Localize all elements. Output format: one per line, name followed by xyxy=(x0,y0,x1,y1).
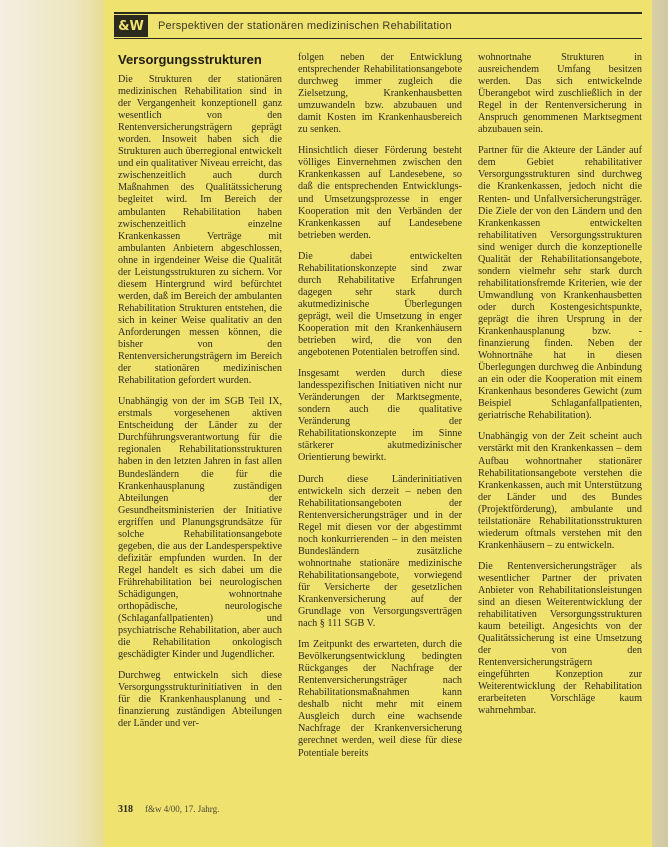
scan-margin-right xyxy=(652,0,668,847)
paragraph: Die dabei entwickelten Rehabilitationskonzepte sind zwar durch Rehabilitative Erfahrungen dagegen sehr stark durch akutmedizinische Überlegungen geprägt, weil die Umsetzung in enger Kooperation mit den Krankenhäusern betrieben wird, die von den angebotenen Potentialen betroffen sind. xyxy=(298,250,462,359)
section-heading: Versorgungsstrukturen xyxy=(118,52,262,67)
paragraph: Hinsichtlich dieser Förderung besteht völliges Einvernehmen zwischen den Krankenkassen auf Landesebene, so daß die entsprechenden Entwicklungs- und Umsetzungsprozesse in enger Kooperation mit den Verbänden der Krankenkassen auf Landesebene betrieben werden. xyxy=(298,145,462,241)
paragraph: Partner für die Akteure der Länder auf dem Gebiet rehabilitativer Versorgungsstrukturen sind durchweg die Krankenkassen, jedoch nicht die Renten- und Unfallversicherungsträger. Die Ziele der von den Ländern und den Krankenkassen entwickelten rehabilitativen Versorgungsstrukturen sind weniger durch die konzeptionelle Qualität der Rehabilitationsangebote, sondern vielmehr sehr stark durch rehabilitationsfremde Kriterien, wie der Umwandlung von Krankenhausbetten oder durch Kostengesichtspunkte, geprägt die ihren Ursprung in der Krankenhausplanung bzw. -finanzierung finden. Neben der Wohnortnähe hat in diesen Überlegungen durchweg die Anbindung an ein oder die Kooperation mit einem Krankenhaus besonderes Gewicht (zum Beispiel Schlaganfallpatienten, geriatrische Rehabilitation). xyxy=(478,145,642,422)
paragraph: Die Strukturen der stationären medizinischen Rehabilitation sind in der Vergangenheit konzeptionell ganz wesentlich von den Rentenversicherungsträgern geprägt worden. Insoweit haben sich die Strukturen auch überregional entwickelt und ein qualitativer Niveau erreicht, das zwischenzeitlich auch durch Maßnahmen des Qualitätssicherung begleitet wird. Im Bereich der ambulanten Rehabilitation haben zwischenzeitlich einzelne Krankenkassen Verträge mit ambulanten Anbietern abgeschlossen, ohne in irgendeiner Weise die Qualität der Leistungsstrukturen zu sichern. Vor diesem Hintergrund wird befürchtet werden, daß im Bereich der ambulanten Rehabilitation Strukturen entstehen, die sich in keiner Weise qualitativ an den Anforderungen messen können, die bisher von den Rentenversicherungsträgern im Bereich der stationären medizinischen Rehabilitation gefordert wurden. xyxy=(118,74,282,387)
paragraph: Unabhängig von der Zeit scheint auch verstärkt mit den Krankenkassen – dem Aufbau wohnortnaher stationärer Rehabilitationsangebote verstehen die Krankenkassen, auch mit Unterstützung der Länder und des Bundes (Projektförderung), ambulante und teilstationäre Rehabilitationsstrukturen wiederum oftmals verstehen mit den Krankenhäusern – zu entwickeln. xyxy=(478,431,642,551)
journal-logo: &W xyxy=(114,15,148,37)
scan-margin-left xyxy=(0,0,104,847)
publication-info: f&w 4/00, 17. Jahrg. xyxy=(145,804,220,814)
page-number: 318 xyxy=(118,804,133,815)
text-column-1 xyxy=(118,52,282,739)
paragraph: Durch diese Länderinitiativen entwickeln sich derzeit – neben den Rehabilitationsangeboten der Rentenversicherungsträger und in der Regel mit diesen vor der abgestimmt noch konkurrierenden – in den meisten Bundesländern zusätzliche wohnortnahe stationäre medizinische Rehabilitationsangebote, vorwiegend für Versicherte der gesetzlichen Krankenversicherung auf der Grundlage von Versorgungsverträgen nach § 111 SGB V. xyxy=(298,473,462,630)
running-header-title: Perspektiven der stationären medizinischen Rehabilitation xyxy=(158,20,452,32)
paragraph: Durchweg entwickeln sich diese Versorgungsstrukturinitiativen in den für die Krankenhausplanung und -finanzierung zuständigen Abteilungen der Länder und ver- xyxy=(118,670,282,730)
page-footer xyxy=(118,804,418,818)
text-column-3 xyxy=(478,52,642,726)
running-header xyxy=(114,12,642,39)
paragraph: Die Rentenversicherungsträger als wesentlicher Partner der privaten Anbieter von Rehabilitationsleistungen sind an diesen Weiterentwicklung der rehabilitativen Versorgungsstrukturen kaum beteiligt. Angesichts von der Qualitätssicherung ist eine Umsetzung der von den Rentenversicherungsträgern eingeführten Konzeption zur Weiterentwicklung der Rehabilitation erarbeiteten Vorschläge kaum wahrnehmbar. xyxy=(478,560,642,717)
paragraph: Insgesamt werden durch diese landesspezifischen Initiativen nicht nur Veränderungen der Marktsegmente, sondern auch die qualitative Veränderung der Rehabilitationskonzepte im Sinne stärkerer akutmedizinischer Orientierung bewirkt. xyxy=(298,368,462,464)
paragraph: wohnortnahe Strukturen in ausreichendem Umfang besitzen werden. Das sich entwickelnde Überangebot wird zuschließlich in der Regel in der Rentenversicherung in Anspruch genommenen Marktsegment abzubauen sein. xyxy=(478,52,642,136)
paragraph: Unabhängig von der im SGB Teil IX, erstmals vorgesehenen aktiven Entscheidung der Länder zu der Durchführungsverantwortung für die regionalen Rehabilitationsstrukturen haben in den letzten Jahren in fast allen Bundesländern die für die Krankenhausplanung zuständigen Abteilungen der Gesundheitsministerien der Initiative ergriffen und Planungsgrundsätze für solche Rehabilitationsangebote gegeben, die aus der Landesperspektive defizitär empfunden wurden. In der Regel handelt es sich dabei um die Frührehabilitation bei neurologischen Schädigungen, wohnortnahe orthopädische, neurologische (Schlaganfallpatienten) und psychiatrische Rehabilitation, aber auch die Rehabilitation onkologisch geschädigter Kinder und Jugendlicher. xyxy=(118,396,282,661)
text-column-2 xyxy=(298,52,462,769)
paragraph: Im Zeitpunkt des erwarteten, durch die Bevölkerungsentwicklung bedingten Rückganges der Nachfrage der Rentenversicherungsträger nach Rehabilitationsmaßnahmen kann deshalb nicht mehr mit einem Ausgleich durch eine wachsende Nachfrage der Krankenversicherung gerechnet werden, weil diese für diese Potentiale bereits xyxy=(298,639,462,759)
paragraph: folgen neben der Entwicklung entsprechender Rehabilitationsangebote durchweg immer zugleich die Zielsetzung, Krankenhausbetten umzuwandeln bzw. abzubauen und damit Kosten im Krankenhausbereich zu senken. xyxy=(298,52,462,136)
